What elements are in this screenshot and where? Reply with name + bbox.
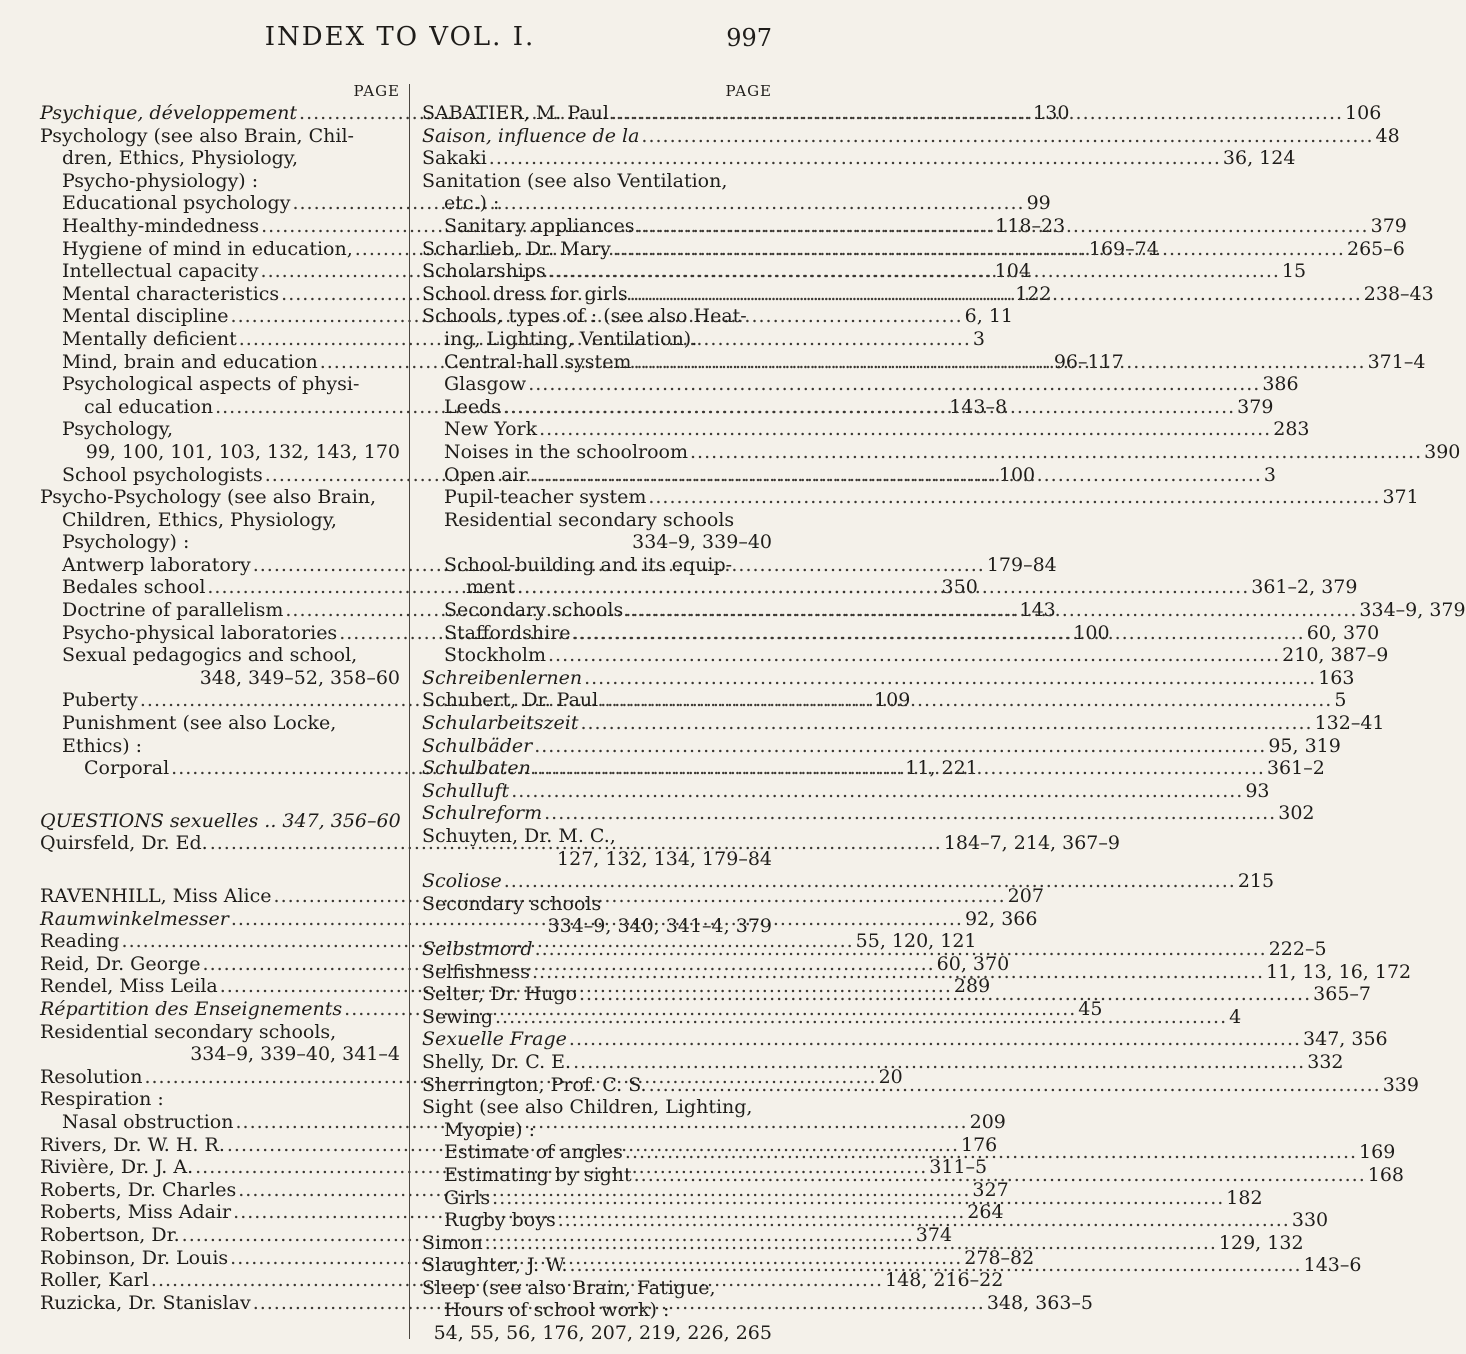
entry-pages: 11, 13, 16, 172 (1266, 960, 1412, 983)
entry-term: Rivers, Dr. W. H. R. (40, 1133, 225, 1156)
entry-pages: 169 (1359, 1141, 1396, 1164)
entry-term: Shelly, Dr. C. E. (422, 1050, 572, 1073)
index-heading: etc.) : (444, 192, 500, 215)
entry-term: Estimate of angles (444, 1141, 623, 1164)
index-entry (422, 147, 1296, 170)
dot-leader (584, 667, 1316, 690)
entry-pages: 143–8 (949, 395, 1008, 418)
entry-pages: 148, 216–22 (885, 1269, 1004, 1292)
dot-leader (630, 283, 1362, 306)
entry-pages: 130 (1033, 102, 1070, 124)
dot-leader (485, 1232, 1217, 1255)
entry-term: Staffordshire (444, 621, 571, 644)
page-title: INDEX TO VOL. I. (264, 22, 536, 52)
entry-pages: 379 (1370, 214, 1407, 237)
dot-leader (633, 351, 1365, 374)
entry-term: Sherrington, Prof. C. S. (422, 1073, 647, 1096)
index-entry (422, 1028, 1388, 1051)
entry-pages: 60, 370 (1306, 621, 1380, 644)
index-entry (422, 1050, 1344, 1074)
entry-pages: 11, 221 (905, 757, 978, 780)
entry-pages: 374 (915, 1223, 953, 1246)
dot-leader (492, 1187, 1224, 1210)
entry-pages: 36, 124 (1222, 147, 1296, 170)
entry-term: New York (444, 418, 538, 441)
entry-pages: 93 (1245, 779, 1270, 802)
entry-term: Psychique, développement (40, 102, 298, 124)
entry-term: Ruzicka, Dr. Stanislav (40, 1291, 251, 1314)
entry-pages: 215 (1237, 870, 1275, 893)
entry-pages: 118–23 (995, 214, 1066, 237)
dot-leader (544, 802, 1276, 825)
dot-leader (489, 147, 1221, 170)
entry-pages: 15 (1281, 260, 1307, 283)
dot-leader (648, 486, 1380, 509)
entry-term: Scholarships (422, 260, 546, 283)
dot-leader (548, 644, 1280, 667)
entry-term: Schulluft (422, 779, 510, 802)
entry-pages: 302 (1278, 802, 1315, 825)
index-entry (422, 734, 1341, 758)
dot-leader (649, 1074, 1381, 1097)
entry-term: Resolution (40, 1065, 143, 1088)
entry-pages: 339 (1382, 1073, 1419, 1096)
entry-pages: 168 (1367, 1163, 1405, 1186)
entry-pages: 371–4 (1367, 350, 1426, 373)
entry-pages: 109 (874, 689, 911, 712)
entry-pages: 3 (972, 327, 985, 350)
entry-term: School dress for girls (422, 282, 628, 305)
index-heading: Schools, types of : (see also Heat- (422, 305, 747, 328)
index-heading: Sanitation (see also Ventilation, (422, 169, 728, 192)
entry-pages: 100 (998, 463, 1036, 486)
entry-term: Roberts, Miss Adair (40, 1201, 232, 1224)
index-heading: School-building and its equip- (444, 553, 733, 576)
entry-term: Sanitary appliances (444, 214, 635, 237)
dot-leader (504, 870, 1236, 893)
entry-pages: 209 (969, 1110, 1006, 1133)
entry-term: Open air (444, 463, 528, 486)
entry-term: Antwerp laboratory (62, 553, 251, 576)
page-references: 54, 55, 56, 176, 207, 219, 226, 265 (433, 1322, 772, 1345)
entry-term: cal education (84, 395, 214, 418)
index-heading: Psychology (see also Brain, Chil- (40, 124, 354, 147)
entry-term: Stockholm (444, 644, 547, 667)
index-heading: ing, Lighting, Ventilation). (444, 327, 698, 350)
entry-pages: 283 (1273, 418, 1310, 441)
dot-leader (534, 735, 1266, 758)
entry-term: Nasal obstruction (62, 1110, 234, 1133)
entry-pages: 264 (967, 1201, 1004, 1224)
entry-term: Healthy-mindedness (62, 214, 260, 237)
entry-pages: 143–6 (1303, 1254, 1362, 1277)
entry-pages: 207 (1007, 885, 1044, 907)
entry-term: Schubert, Dr. Paul (422, 689, 599, 712)
entry-pages: 163 (1318, 666, 1355, 689)
page-references: 127, 132, 134, 179–84 (557, 847, 772, 870)
entry-pages: 3 (1263, 463, 1276, 486)
entry-term: RAVENHILL, Miss Alice (40, 885, 272, 907)
entry-term: Roller, Karl (40, 1269, 149, 1292)
index-entry (422, 712, 1385, 735)
dot-leader (548, 260, 1280, 283)
entry-term: Sexuelle Frage (422, 1028, 567, 1051)
entry-term: Mind, brain and education (62, 350, 318, 373)
dot-leader (539, 418, 1271, 441)
entry-term: Sewing (422, 1005, 493, 1028)
entry-term: Répartition des Enseignements (40, 997, 343, 1020)
entry-pages: 379 (1237, 395, 1274, 418)
entry-term: Schularbeitszeit (422, 712, 579, 735)
entry-term: Selbstmord (422, 937, 533, 960)
index-heading: Ethics) : (62, 734, 143, 757)
index-entry (422, 802, 1315, 825)
entry-term: Schulbäder (422, 734, 533, 757)
index-heading: Children, Ethics, Physiology, (62, 508, 337, 531)
entry-term: Robinson, Dr. Louis (40, 1246, 229, 1269)
entry-term: Educational psychology (62, 192, 291, 215)
page-references: 99, 100, 101, 103, 132, 143, 170 (85, 440, 400, 463)
entry-term: Leeds (444, 395, 502, 418)
entry-pages: 96–117 (1053, 350, 1124, 373)
entry-term: Rendel, Miss Leila (40, 975, 218, 998)
left-page-label: PAGE (353, 82, 400, 100)
entry-pages: 45 (1078, 997, 1103, 1020)
entry-term: Simon (422, 1231, 483, 1254)
column-divider (409, 84, 410, 1339)
entry-term: Reading (40, 930, 120, 953)
entry-pages: 179–84 (986, 553, 1057, 576)
entry-term: Robertson, Dr. (40, 1223, 180, 1246)
entry-term: Estimating by sight (444, 1163, 632, 1186)
entry-term: School psychologists (62, 463, 263, 486)
index-heading: Schuyten, Dr. M. C., (422, 825, 616, 847)
page-references: 334–9, 339–40, 341–4 (190, 1043, 400, 1066)
entry-pages: 334–9, 379 (1359, 599, 1466, 622)
dot-leader (625, 599, 1357, 622)
dot-leader (495, 1006, 1227, 1029)
entry-pages: 122 (1015, 282, 1052, 305)
entry-pages: 106 (1345, 102, 1382, 124)
dot-leader (580, 712, 1312, 735)
entry-pages: 143 (1019, 599, 1056, 622)
page-header (0, 22, 800, 62)
dot-leader (613, 238, 1345, 261)
index-heading: Psychology, (62, 418, 174, 441)
entry-term: Saison, influence de la (422, 124, 640, 147)
index-entry (422, 440, 1461, 464)
entry-pages: 361–2 (1266, 757, 1325, 780)
entry-term: Slaughter, J. W. (422, 1254, 568, 1277)
entry-term: Doctrine of parallelism (62, 599, 284, 622)
entry-pages: 348, 363–5 (986, 1291, 1094, 1314)
entry-pages: 350 (941, 576, 978, 599)
dot-leader (579, 983, 1311, 1006)
entry-pages: 129, 132 (1218, 1231, 1304, 1254)
entry-pages: 182 (1226, 1186, 1263, 1209)
entry-pages: 327 (972, 1178, 1009, 1201)
entry-term: Rivière, Dr. J. A. (40, 1156, 194, 1179)
entry-pages: 238–43 (1363, 282, 1434, 305)
page-references: 334–9, 339–40 (632, 531, 772, 554)
dot-leader (690, 441, 1422, 464)
entry-pages: 184–7, 214, 367–9 (943, 832, 1120, 855)
index-heading: Sight (see also Children, Lighting, (422, 1096, 753, 1119)
index-entry (422, 373, 1299, 396)
entry-pages: 176 (961, 1133, 998, 1156)
index-heading: Sexual pedagogics and school, (62, 644, 358, 667)
entry-term: Scharlieb, Dr. Mary (422, 237, 611, 260)
entry-term: Pupil-teacher system (444, 486, 647, 509)
dot-leader (517, 576, 1249, 599)
entry-pages: 210, 387–9 (1282, 644, 1389, 667)
dot-leader (569, 1254, 1301, 1277)
page-references: 334–9, 340, 341–4, 379 (547, 915, 772, 938)
index-entry (422, 779, 1270, 803)
dot-leader (641, 125, 1373, 148)
entry-term: Sakaki (422, 147, 487, 170)
entry-pages: 265–6 (1346, 237, 1405, 260)
entry-pages: 386 (1262, 373, 1299, 396)
index-heading: Psycho-physiology) : (62, 169, 259, 192)
entry-term: Secondary schools (444, 599, 624, 622)
entry-term: Selfishness (422, 960, 530, 983)
entry-term: Noises in the schoolroom (444, 440, 688, 463)
entry-term: Psycho-physical laboratories (62, 621, 338, 644)
dot-leader (532, 961, 1264, 984)
dot-leader (636, 215, 1368, 238)
index-heading: Residential secondary schools, (40, 1020, 337, 1043)
dot-leader (503, 396, 1235, 419)
dot-leader (530, 464, 1262, 487)
index-entry (422, 124, 1400, 148)
entry-pages: 222–5 (1268, 937, 1327, 960)
entry-pages: 20 (878, 1065, 903, 1088)
index-heading: Secondary schools (422, 892, 602, 915)
entry-term: Mental discipline (62, 305, 229, 328)
entry-pages: 289 (953, 975, 991, 998)
entry-pages: 6, 11 (964, 305, 1014, 328)
entry-term: Central-hall system (444, 350, 632, 373)
entry-pages: 311–5 (929, 1156, 988, 1179)
entry-pages: 100 (1073, 621, 1110, 644)
entry-term: Roberts, Dr. Charles (40, 1178, 237, 1201)
entry-term: Puberty (62, 689, 138, 712)
index-entry (422, 870, 1275, 893)
entry-pages: 132–41 (1314, 712, 1385, 735)
index-entry (422, 644, 1389, 667)
index-entry (422, 666, 1355, 690)
entry-pages: 104 (994, 260, 1031, 283)
dot-leader (558, 1209, 1290, 1232)
index-heading: Respiration : (40, 1088, 164, 1111)
dot-leader (569, 1028, 1301, 1051)
dot-leader (600, 689, 1332, 712)
entry-term: Schulreform (422, 802, 543, 825)
entry-term: Corporal (84, 757, 170, 780)
index-heading: dren, Ethics, Physiology, (62, 147, 299, 170)
entry-term: Girls (444, 1186, 491, 1209)
index-heading: Hours of school work) : (444, 1299, 670, 1322)
entry-pages: 95, 319 (1268, 734, 1341, 757)
page-number: 997 (726, 24, 772, 52)
entry-pages: 361–2, 379 (1251, 576, 1358, 599)
entry-pages: 48 (1375, 124, 1400, 147)
section-gap (40, 855, 400, 885)
entry-term: Mentally deficient (62, 327, 237, 350)
entry-term: Scoliose (422, 870, 502, 893)
entry-pages: 92, 366 (964, 907, 1038, 930)
entry-term: Intellectual capacity (62, 260, 259, 283)
entry-pages: 4 (1229, 1005, 1242, 1028)
index-heading: Psycho-Psychology (see also Brain, (40, 486, 377, 509)
index-entry (422, 418, 1310, 441)
entry-pages: 5 (1334, 689, 1347, 712)
index-entry (422, 486, 1419, 509)
dot-leader (573, 1051, 1305, 1074)
entry-term: Schulbaten (422, 757, 531, 780)
page-references: 348, 349–52, 358–60 (199, 666, 400, 689)
entry-term: Bedales school (62, 576, 206, 599)
entry-pages: 169–74 (1088, 237, 1159, 260)
entry-term: ment (466, 576, 516, 599)
entry-pages: 60, 370 (936, 952, 1010, 975)
index-heading: Residential secondary schools (444, 508, 735, 531)
dot-leader (611, 102, 1343, 125)
entry-term: Raumwinkelmesser (40, 907, 229, 930)
dot-leader (625, 1141, 1357, 1164)
entry-term: Schreibenlernen (422, 666, 583, 689)
index-heading: QUESTIONS sexuelles .. 347, 356–60 (40, 809, 401, 832)
entry-pages: 55, 120, 121 (855, 930, 977, 953)
dot-leader (634, 1164, 1366, 1187)
dot-leader (528, 373, 1260, 396)
entry-term: Rugby boys (444, 1209, 556, 1232)
entry-term: SABATIER, M. Paul (422, 102, 609, 124)
index-heading: Sleep (see also Brain, Fatigue, (422, 1276, 716, 1299)
entry-pages: 390 (1424, 440, 1461, 463)
dot-leader (573, 622, 1305, 645)
entry-pages: 330 (1291, 1209, 1329, 1232)
entry-pages: 332 (1307, 1050, 1344, 1073)
index-heading: Psychology) : (62, 531, 190, 554)
entry-term: Selter, Dr. Hugo (422, 983, 578, 1006)
entry-term: Hygiene of mind in education, (62, 237, 353, 260)
dot-leader (511, 780, 1243, 803)
entry-pages: 371 (1382, 486, 1419, 509)
dot-leader (535, 938, 1267, 961)
dot-leader (533, 757, 1265, 780)
entry-term: Quirsfeld, Dr. Ed. (40, 832, 208, 855)
right-page-label: PAGE (725, 82, 772, 100)
section-gap (40, 780, 400, 810)
entry-pages: 365–7 (1313, 983, 1371, 1006)
entry-pages: 99 (1026, 192, 1051, 215)
index-heading: Psychological aspects of physi- (62, 373, 360, 396)
entry-pages: 278–82 (964, 1246, 1035, 1269)
index-heading: Punishment (see also Locke, (62, 712, 337, 735)
entry-term: Glasgow (444, 373, 527, 396)
entry-term: Reid, Dr. George (40, 952, 201, 975)
entry-pages: 347, 356 (1303, 1028, 1388, 1051)
index-heading: Myopie) : (444, 1118, 535, 1141)
entry-term: Mental characteristics (62, 282, 280, 305)
